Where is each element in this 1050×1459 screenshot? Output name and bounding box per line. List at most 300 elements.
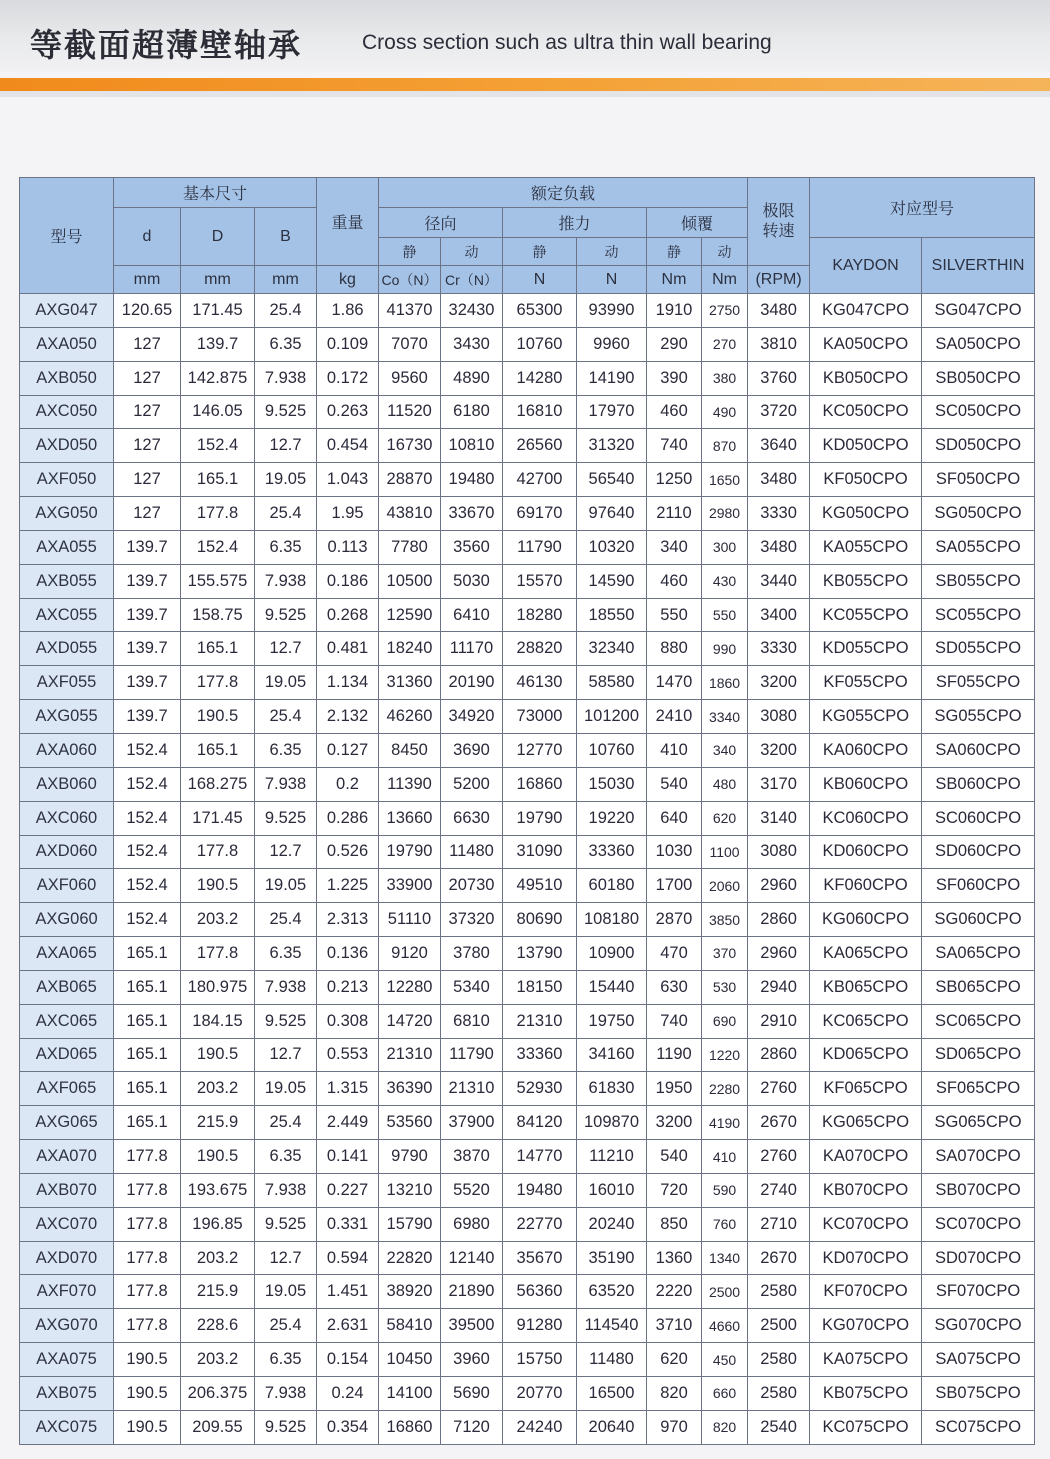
table-row (20, 1309, 1035, 1343)
cell-radial-static: 28870 (379, 463, 441, 497)
header-d-inner: d (114, 208, 181, 266)
table-row (20, 666, 1035, 700)
cell-D-outer: 177.8 (181, 497, 255, 531)
table-row (20, 564, 1035, 598)
table-row (20, 294, 1035, 328)
cell-thrust-dynamic: 60180 (577, 869, 647, 903)
cell-overturn-static: 550 (647, 598, 702, 632)
cell-weight: 0.141 (317, 1140, 379, 1174)
cell-d-inner: 152.4 (114, 801, 181, 835)
cell-radial-dynamic: 32430 (441, 294, 503, 328)
cell-thrust-dynamic: 11210 (577, 1140, 647, 1174)
cell-thrust-static: 80690 (503, 903, 577, 937)
cell-B-width: 7.938 (255, 970, 317, 1004)
cell-radial-static: 10450 (379, 1343, 441, 1377)
cell-silverthin-model: SB075CPO (922, 1377, 1035, 1411)
cell-silverthin-model: SA060CPO (922, 733, 1035, 767)
cell-overturn-dynamic: 450 (702, 1343, 748, 1377)
cell-overturn-static: 880 (647, 632, 702, 666)
cell-model: AXG065 (20, 1106, 114, 1140)
cell-kaydon-model: KF065CPO (810, 1072, 922, 1106)
cell-thrust-static: 31090 (503, 835, 577, 869)
cell-d-inner: 127 (114, 361, 181, 395)
table-row (20, 869, 1035, 903)
cell-overturn-dynamic: 4190 (702, 1106, 748, 1140)
cell-radial-dynamic: 3960 (441, 1343, 503, 1377)
cell-overturn-static: 470 (647, 937, 702, 971)
cell-silverthin-model: SA065CPO (922, 937, 1035, 971)
cell-model: AXD070 (20, 1241, 114, 1275)
cell-radial-dynamic: 3780 (441, 937, 503, 971)
cell-model: AXD050 (20, 429, 114, 463)
cell-thrust-static: 65300 (503, 294, 577, 328)
cell-overturn-static: 850 (647, 1207, 702, 1241)
table-header (20, 178, 1035, 294)
cell-B-width: 9.525 (255, 395, 317, 429)
cell-overturn-static: 2220 (647, 1275, 702, 1309)
cell-radial-static: 8450 (379, 733, 441, 767)
cell-kaydon-model: KC070CPO (810, 1207, 922, 1241)
cell-silverthin-model: SG047CPO (922, 294, 1035, 328)
cell-overturn-dynamic: 3850 (702, 903, 748, 937)
bearing-spec-table (19, 177, 1035, 1445)
table-row (20, 1038, 1035, 1072)
cell-radial-static: 16730 (379, 429, 441, 463)
cell-kaydon-model: KD050CPO (810, 429, 922, 463)
cell-B-width: 25.4 (255, 1106, 317, 1140)
cell-radial-dynamic: 20190 (441, 666, 503, 700)
cell-kaydon-model: KB055CPO (810, 564, 922, 598)
cell-B-width: 12.7 (255, 429, 317, 463)
cell-B-width: 19.05 (255, 869, 317, 903)
cell-model: AXA070 (20, 1140, 114, 1174)
cell-weight: 0.213 (317, 970, 379, 1004)
cell-D-outer: 165.1 (181, 463, 255, 497)
cell-model: AXG060 (20, 903, 114, 937)
cell-model: AXG047 (20, 294, 114, 328)
cell-thrust-static: 10760 (503, 327, 577, 361)
cell-overturn-static: 1030 (647, 835, 702, 869)
cell-weight: 0.186 (317, 564, 379, 598)
cell-overturn-dynamic: 2750 (702, 294, 748, 328)
cell-weight: 0.268 (317, 598, 379, 632)
cell-B-width: 12.7 (255, 632, 317, 666)
table-row (20, 598, 1035, 632)
cell-overturn-dynamic: 2060 (702, 869, 748, 903)
cell-D-outer: 158.75 (181, 598, 255, 632)
cell-thrust-dynamic: 56540 (577, 463, 647, 497)
cell-weight: 0.172 (317, 361, 379, 395)
table-row (20, 1377, 1035, 1411)
cell-speed-limit: 3640 (748, 429, 810, 463)
cell-B-width: 6.35 (255, 530, 317, 564)
cell-overturn-static: 340 (647, 530, 702, 564)
cell-weight: 0.308 (317, 1004, 379, 1038)
cell-thrust-dynamic: 10760 (577, 733, 647, 767)
cell-thrust-static: 69170 (503, 497, 577, 531)
cell-overturn-static: 1950 (647, 1072, 702, 1106)
cell-B-width: 9.525 (255, 598, 317, 632)
page-title-chinese: 等截面超薄壁轴承 (30, 26, 303, 64)
cell-overturn-static: 410 (647, 733, 702, 767)
cell-overturn-dynamic: 4660 (702, 1309, 748, 1343)
unit-rpm: (RPM) (748, 266, 810, 294)
cell-D-outer: 155.575 (181, 564, 255, 598)
cell-weight: 0.526 (317, 835, 379, 869)
cell-thrust-dynamic: 16500 (577, 1377, 647, 1411)
cell-B-width: 7.938 (255, 1377, 317, 1411)
cell-radial-dynamic: 21310 (441, 1072, 503, 1106)
cell-speed-limit: 2710 (748, 1207, 810, 1241)
table-row (20, 1275, 1035, 1309)
cell-model: AXC050 (20, 395, 114, 429)
cell-overturn-dynamic: 660 (702, 1377, 748, 1411)
cell-model: AXA075 (20, 1343, 114, 1377)
cell-weight: 1.95 (317, 497, 379, 531)
cell-overturn-static: 970 (647, 1410, 702, 1444)
table-row (20, 361, 1035, 395)
cell-D-outer: 152.4 (181, 429, 255, 463)
cell-overturn-static: 3200 (647, 1106, 702, 1140)
cell-speed-limit: 2500 (748, 1309, 810, 1343)
cell-overturn-static: 540 (647, 1140, 702, 1174)
cell-B-width: 25.4 (255, 1309, 317, 1343)
cell-radial-static: 15790 (379, 1207, 441, 1241)
cell-kaydon-model: KF070CPO (810, 1275, 922, 1309)
cell-thrust-dynamic: 97640 (577, 497, 647, 531)
cell-weight: 1.451 (317, 1275, 379, 1309)
cell-kaydon-model: KF060CPO (810, 869, 922, 903)
cell-radial-static: 53560 (379, 1106, 441, 1140)
table-row (20, 1207, 1035, 1241)
cell-thrust-static: 42700 (503, 463, 577, 497)
cell-thrust-static: 26560 (503, 429, 577, 463)
cell-radial-dynamic: 3430 (441, 327, 503, 361)
cell-overturn-static: 1360 (647, 1241, 702, 1275)
cell-B-width: 19.05 (255, 1275, 317, 1309)
cell-D-outer: 180.975 (181, 970, 255, 1004)
cell-speed-limit: 3330 (748, 632, 810, 666)
cell-radial-static: 38920 (379, 1275, 441, 1309)
cell-model: AXF065 (20, 1072, 114, 1106)
cell-radial-dynamic: 5200 (441, 767, 503, 801)
cell-thrust-static: 46130 (503, 666, 577, 700)
cell-model: AXA065 (20, 937, 114, 971)
cell-model: AXG050 (20, 497, 114, 531)
cell-thrust-static: 15570 (503, 564, 577, 598)
cell-speed-limit: 3330 (748, 497, 810, 531)
cell-kaydon-model: KA060CPO (810, 733, 922, 767)
cell-D-outer: 193.675 (181, 1173, 255, 1207)
cell-overturn-dynamic: 1340 (702, 1241, 748, 1275)
table-row (20, 429, 1035, 463)
header-model: 型号 (20, 178, 114, 294)
cell-overturn-static: 1250 (647, 463, 702, 497)
cell-radial-dynamic: 11790 (441, 1038, 503, 1072)
cell-d-inner: 127 (114, 429, 181, 463)
cell-overturn-dynamic: 300 (702, 530, 748, 564)
cell-model: AXB055 (20, 564, 114, 598)
cell-radial-dynamic: 5690 (441, 1377, 503, 1411)
header-B-width: B (255, 208, 317, 266)
cell-overturn-dynamic: 2500 (702, 1275, 748, 1309)
cell-silverthin-model: SC070CPO (922, 1207, 1035, 1241)
header-D-outer: D (181, 208, 255, 266)
cell-B-width: 12.7 (255, 1241, 317, 1275)
cell-model: AXA060 (20, 733, 114, 767)
cell-silverthin-model: SF065CPO (922, 1072, 1035, 1106)
table-row (20, 1173, 1035, 1207)
grey-divider (0, 91, 1050, 97)
cell-overturn-static: 1910 (647, 294, 702, 328)
cell-overturn-static: 390 (647, 361, 702, 395)
cell-B-width: 7.938 (255, 1173, 317, 1207)
cell-overturn-static: 2410 (647, 700, 702, 734)
cell-silverthin-model: SC075CPO (922, 1410, 1035, 1444)
cell-D-outer: 190.5 (181, 869, 255, 903)
cell-radial-dynamic: 6980 (441, 1207, 503, 1241)
cell-overturn-static: 620 (647, 1343, 702, 1377)
table-row (20, 395, 1035, 429)
cell-overturn-static: 820 (647, 1377, 702, 1411)
cell-D-outer: 152.4 (181, 530, 255, 564)
cell-silverthin-model: SF060CPO (922, 869, 1035, 903)
cell-overturn-static: 630 (647, 970, 702, 1004)
cell-kaydon-model: KA065CPO (810, 937, 922, 971)
cell-D-outer: 165.1 (181, 733, 255, 767)
cell-D-outer: 203.2 (181, 903, 255, 937)
cell-overturn-dynamic: 820 (702, 1410, 748, 1444)
cell-model: AXB050 (20, 361, 114, 395)
cell-overturn-dynamic: 550 (702, 598, 748, 632)
cell-d-inner: 139.7 (114, 564, 181, 598)
cell-radial-dynamic: 3690 (441, 733, 503, 767)
cell-radial-dynamic: 5030 (441, 564, 503, 598)
cell-D-outer: 215.9 (181, 1275, 255, 1309)
cell-radial-static: 31360 (379, 666, 441, 700)
cell-thrust-dynamic: 63520 (577, 1275, 647, 1309)
cell-overturn-dynamic: 270 (702, 327, 748, 361)
cell-thrust-static: 16860 (503, 767, 577, 801)
cell-B-width: 25.4 (255, 497, 317, 531)
cell-B-width: 25.4 (255, 700, 317, 734)
cell-kaydon-model: KG060CPO (810, 903, 922, 937)
unit-co: Co（N） (379, 266, 441, 294)
cell-overturn-static: 2870 (647, 903, 702, 937)
unit-overturn-static: Nm (647, 266, 702, 294)
cell-thrust-static: 56360 (503, 1275, 577, 1309)
cell-silverthin-model: SA055CPO (922, 530, 1035, 564)
cell-model: AXB070 (20, 1173, 114, 1207)
cell-B-width: 9.525 (255, 1004, 317, 1038)
cell-overturn-dynamic: 1650 (702, 463, 748, 497)
cell-radial-dynamic: 19480 (441, 463, 503, 497)
cell-weight: 1.225 (317, 869, 379, 903)
table-row (20, 903, 1035, 937)
cell-thrust-dynamic: 33360 (577, 835, 647, 869)
cell-thrust-static: 19790 (503, 801, 577, 835)
cell-kaydon-model: KF050CPO (810, 463, 922, 497)
cell-silverthin-model: SB055CPO (922, 564, 1035, 598)
cell-B-width: 7.938 (255, 767, 317, 801)
cell-thrust-static: 73000 (503, 700, 577, 734)
cell-speed-limit: 2670 (748, 1106, 810, 1140)
cell-thrust-static: 84120 (503, 1106, 577, 1140)
cell-silverthin-model: SC065CPO (922, 1004, 1035, 1038)
cell-weight: 0.454 (317, 429, 379, 463)
cell-model: AXD060 (20, 835, 114, 869)
cell-radial-dynamic: 6630 (441, 801, 503, 835)
cell-speed-limit: 3760 (748, 361, 810, 395)
cell-thrust-static: 11790 (503, 530, 577, 564)
cell-d-inner: 139.7 (114, 666, 181, 700)
cell-radial-static: 7070 (379, 327, 441, 361)
page-title-english: Cross section such as ultra thin wall bearing (362, 31, 772, 54)
header-rated-load: 额定负载 (379, 178, 748, 208)
cell-model: AXC065 (20, 1004, 114, 1038)
cell-radial-dynamic: 11480 (441, 835, 503, 869)
cell-kaydon-model: KC075CPO (810, 1410, 922, 1444)
cell-d-inner: 177.8 (114, 1309, 181, 1343)
cell-radial-dynamic: 34920 (441, 700, 503, 734)
cell-d-inner: 177.8 (114, 1275, 181, 1309)
cell-kaydon-model: KD055CPO (810, 632, 922, 666)
cell-weight: 0.136 (317, 937, 379, 971)
cell-kaydon-model: KB070CPO (810, 1173, 922, 1207)
cell-thrust-dynamic: 15030 (577, 767, 647, 801)
cell-model: AXC075 (20, 1410, 114, 1444)
cell-radial-static: 12590 (379, 598, 441, 632)
unit-thrust-dynamic: N (577, 266, 647, 294)
cell-radial-static: 58410 (379, 1309, 441, 1343)
cell-silverthin-model: SG060CPO (922, 903, 1035, 937)
cell-D-outer: 177.8 (181, 835, 255, 869)
cell-B-width: 9.525 (255, 1207, 317, 1241)
header-radial-static: 静 (379, 238, 441, 266)
cell-silverthin-model: SF055CPO (922, 666, 1035, 700)
cell-d-inner: 120.65 (114, 294, 181, 328)
cell-kaydon-model: KG055CPO (810, 700, 922, 734)
cell-overturn-dynamic: 430 (702, 564, 748, 598)
cell-silverthin-model: SC055CPO (922, 598, 1035, 632)
cell-kaydon-model: KA075CPO (810, 1343, 922, 1377)
cell-overturn-dynamic: 590 (702, 1173, 748, 1207)
cell-D-outer: 171.45 (181, 801, 255, 835)
cell-radial-static: 22820 (379, 1241, 441, 1275)
cell-overturn-dynamic: 1860 (702, 666, 748, 700)
cell-thrust-static: 49510 (503, 869, 577, 903)
cell-radial-dynamic: 39500 (441, 1309, 503, 1343)
cell-overturn-static: 540 (647, 767, 702, 801)
cell-D-outer: 206.375 (181, 1377, 255, 1411)
cell-B-width: 12.7 (255, 835, 317, 869)
cell-d-inner: 152.4 (114, 869, 181, 903)
cell-B-width: 6.35 (255, 1140, 317, 1174)
cell-overturn-dynamic: 1100 (702, 835, 748, 869)
cell-kaydon-model: KD070CPO (810, 1241, 922, 1275)
cell-silverthin-model: SD050CPO (922, 429, 1035, 463)
cell-radial-dynamic: 12140 (441, 1241, 503, 1275)
cell-overturn-static: 1470 (647, 666, 702, 700)
cell-radial-dynamic: 7120 (441, 1410, 503, 1444)
table-row (20, 970, 1035, 1004)
cell-radial-dynamic: 37900 (441, 1106, 503, 1140)
cell-weight: 0.154 (317, 1343, 379, 1377)
cell-thrust-static: 18280 (503, 598, 577, 632)
cell-thrust-dynamic: 108180 (577, 903, 647, 937)
cell-thrust-static: 13790 (503, 937, 577, 971)
cell-thrust-static: 21310 (503, 1004, 577, 1038)
cell-thrust-dynamic: 35190 (577, 1241, 647, 1275)
cell-B-width: 25.4 (255, 294, 317, 328)
cell-D-outer: 209.55 (181, 1410, 255, 1444)
header-basic-dims: 基本尺寸 (114, 178, 317, 208)
cell-radial-dynamic: 5340 (441, 970, 503, 1004)
cell-model: AXF070 (20, 1275, 114, 1309)
cell-speed-limit: 2910 (748, 1004, 810, 1038)
table-row (20, 530, 1035, 564)
cell-speed-limit: 3720 (748, 395, 810, 429)
cell-overturn-dynamic: 620 (702, 801, 748, 835)
cell-thrust-static: 15750 (503, 1343, 577, 1377)
table-row (20, 463, 1035, 497)
cell-radial-static: 7780 (379, 530, 441, 564)
cell-speed-limit: 3140 (748, 801, 810, 835)
cell-B-width: 6.35 (255, 733, 317, 767)
cell-d-inner: 152.4 (114, 767, 181, 801)
cell-silverthin-model: SD070CPO (922, 1241, 1035, 1275)
cell-thrust-static: 52930 (503, 1072, 577, 1106)
cell-d-inner: 139.7 (114, 530, 181, 564)
cell-weight: 0.594 (317, 1241, 379, 1275)
cell-thrust-dynamic: 19220 (577, 801, 647, 835)
cell-overturn-static: 1700 (647, 869, 702, 903)
cell-overturn-dynamic: 410 (702, 1140, 748, 1174)
cell-model: AXC055 (20, 598, 114, 632)
cell-silverthin-model: SD060CPO (922, 835, 1035, 869)
cell-B-width: 6.35 (255, 327, 317, 361)
cell-speed-limit: 2860 (748, 903, 810, 937)
cell-radial-static: 16860 (379, 1410, 441, 1444)
cell-radial-static: 12280 (379, 970, 441, 1004)
cell-model: AXB075 (20, 1377, 114, 1411)
unit-D: mm (181, 266, 255, 294)
cell-model: AXG055 (20, 700, 114, 734)
cell-thrust-static: 22770 (503, 1207, 577, 1241)
cell-silverthin-model: SC050CPO (922, 395, 1035, 429)
cell-speed-limit: 3080 (748, 835, 810, 869)
header-thrust: 推力 (503, 208, 647, 238)
cell-weight: 0.113 (317, 530, 379, 564)
cell-thrust-dynamic: 19750 (577, 1004, 647, 1038)
cell-B-width: 12.7 (255, 1038, 317, 1072)
cell-overturn-static: 2110 (647, 497, 702, 531)
cell-thrust-static: 16810 (503, 395, 577, 429)
cell-overturn-static: 1190 (647, 1038, 702, 1072)
cell-kaydon-model: KB065CPO (810, 970, 922, 1004)
cell-radial-dynamic: 6180 (441, 395, 503, 429)
table-row (20, 1004, 1035, 1038)
cell-kaydon-model: KF055CPO (810, 666, 922, 700)
cell-weight: 2.313 (317, 903, 379, 937)
cell-kaydon-model: KB060CPO (810, 767, 922, 801)
cell-weight: 0.2 (317, 767, 379, 801)
cell-thrust-static: 14280 (503, 361, 577, 395)
cell-radial-static: 11390 (379, 767, 441, 801)
cell-radial-static: 46260 (379, 700, 441, 734)
cell-kaydon-model: KD060CPO (810, 835, 922, 869)
cell-weight: 1.134 (317, 666, 379, 700)
